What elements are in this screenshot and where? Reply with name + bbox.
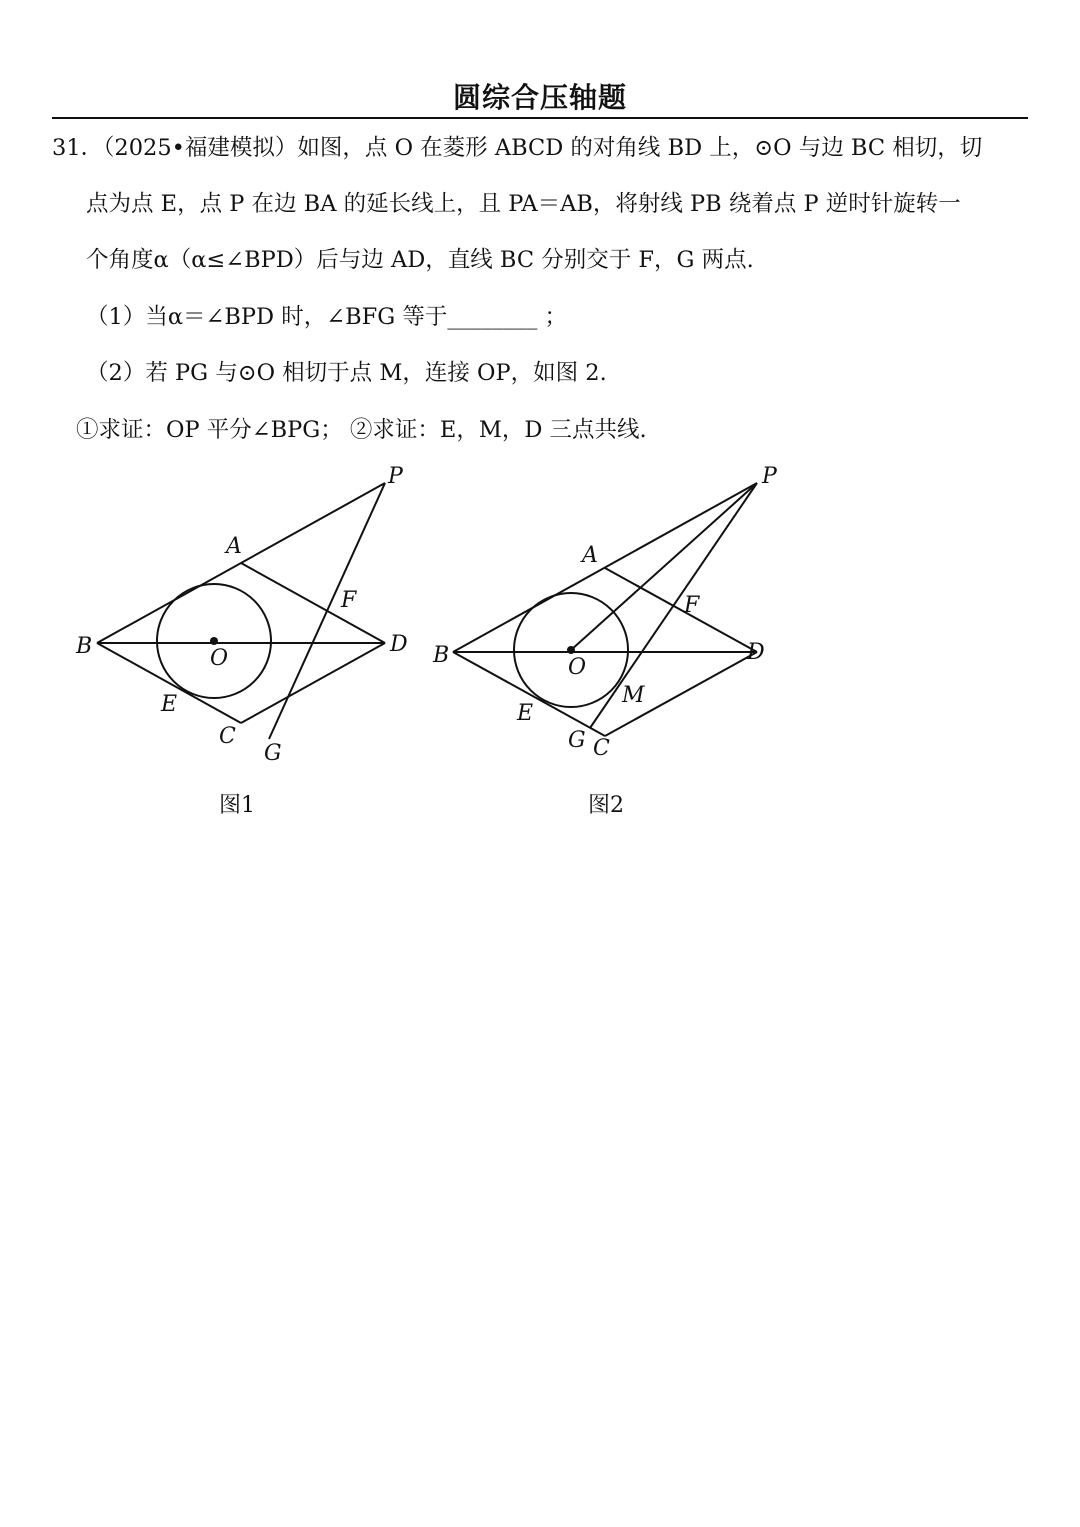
fig1-label-F: F bbox=[341, 588, 357, 613]
question-2: （2）若 PG 与⊙O 相切于点 M，连接 OP，如图 2. bbox=[86, 360, 607, 386]
fig2-label-C: C bbox=[593, 736, 610, 761]
fig1-label-E: E bbox=[161, 692, 178, 717]
fig1-segment-AD bbox=[241, 563, 385, 643]
fig2-center-point bbox=[567, 646, 575, 654]
figure-1-diagram bbox=[60, 455, 430, 775]
fig1-label-D: D bbox=[390, 632, 408, 657]
fig2-label-O: O bbox=[568, 655, 587, 680]
problem-line-3: 个角度α（α≤∠BPD）后与边 AD，直线 BC 分别交于 F，G 两点. bbox=[86, 247, 754, 273]
fig1-segment-PG bbox=[269, 483, 385, 739]
fig2-label-F: F bbox=[684, 593, 700, 618]
fig1-label-O: O bbox=[210, 646, 229, 671]
fig1-label-G: G bbox=[264, 741, 282, 766]
fig1-label-P: P bbox=[388, 464, 403, 489]
problem-line-1: 31．（2025•福建模拟）如图，点 O 在菱形 ABCD 的对角线 BD 上，⊙O 与边 BC 相切，切 bbox=[52, 135, 983, 161]
fig2-label-P: P bbox=[762, 464, 777, 489]
fig1-segment-CD bbox=[241, 643, 385, 723]
fig2-label-M: M bbox=[622, 683, 645, 708]
figure-2-caption: 图2 bbox=[588, 793, 624, 818]
fig2-label-A: A bbox=[582, 543, 598, 568]
fig1-label-B: B bbox=[76, 634, 93, 659]
title-divider bbox=[52, 117, 1028, 119]
fig1-label-A: A bbox=[226, 534, 242, 559]
fig1-center-point bbox=[210, 637, 218, 645]
figure-1-caption: 图1 bbox=[219, 793, 255, 818]
fig2-label-E: E bbox=[517, 701, 534, 726]
fig2-label-D: D bbox=[747, 640, 765, 665]
page-title: 圆综合压轴题 bbox=[452, 81, 627, 114]
question-1: （1）当α＝∠BPD 时，∠BFG 等于________ ； bbox=[86, 304, 568, 330]
problem-line-2: 点为点 E，点 P 在边 BA 的延长线上，且 PA＝AB，将射线 PB 绕着点 P 逆时针旋转一 bbox=[86, 191, 961, 217]
fig2-label-B: B bbox=[433, 643, 450, 668]
question-2-proofs: ①求证：OP 平分∠BPG； ②求证：E，M，D 三点共线. bbox=[76, 417, 647, 443]
figure-2-diagram bbox=[420, 455, 790, 775]
fig1-label-C: C bbox=[219, 724, 236, 749]
fig2-segment-OP bbox=[571, 483, 757, 650]
fig2-segment-PG bbox=[590, 483, 757, 728]
fig2-label-G: G bbox=[568, 728, 586, 753]
